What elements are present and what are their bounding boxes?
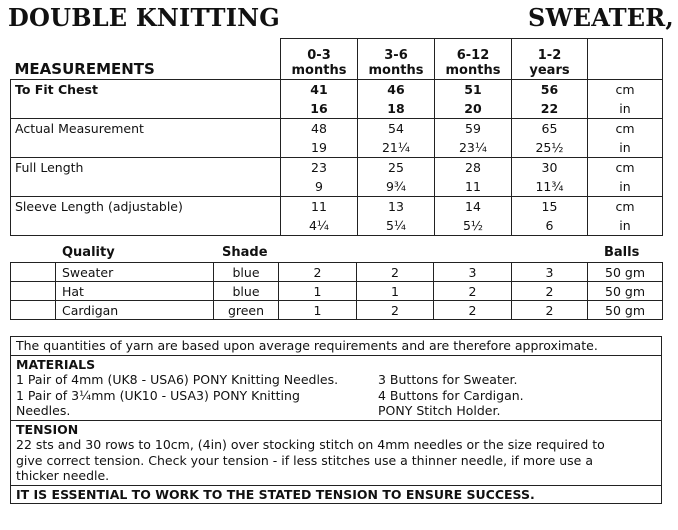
cell-value: 5½: [462, 217, 484, 233]
cell-value: 15: [541, 198, 558, 214]
materials-item: 3 Buttons for Sweater.: [378, 372, 518, 387]
ball-count: 2: [512, 282, 588, 301]
materials-item: 1 Pair of 3¼mm (UK10 - USA3) PONY Knitting: [16, 387, 300, 403]
ball-count: 2: [279, 263, 357, 282]
cell-value: 51: [464, 81, 482, 97]
tension-title: TENSION: [16, 421, 79, 437]
shade-header: Shade: [222, 245, 268, 260]
table-row: [11, 196, 663, 235]
cell-value: 46: [387, 81, 405, 97]
yarn-shade: blue: [214, 282, 279, 301]
cell-value: 14: [465, 198, 481, 214]
row-label: To Fit Chest: [11, 79, 281, 118]
cell-value: 9: [315, 178, 323, 194]
cell-value: 16: [310, 100, 328, 116]
size-header-0: 0-3 months: [281, 39, 358, 80]
table-row: [11, 118, 663, 157]
materials-item: PONY Stitch Holder.: [378, 403, 501, 418]
cell-value: 28: [465, 159, 481, 175]
table-row: [11, 263, 663, 282]
cell-value: 54: [388, 120, 404, 136]
measurements-table: [10, 38, 663, 236]
cell-value: 41: [310, 81, 328, 97]
ball-count: 2: [357, 263, 434, 282]
ball-count: 2: [434, 301, 512, 320]
notes-box: [10, 336, 662, 504]
table-row: [11, 157, 663, 196]
ball-count: 3: [512, 263, 588, 282]
tension-text: give correct tension. Check your tension - if less stitches use a thinner needle, if more use a: [16, 452, 594, 468]
yarn-item-name: Cardigan: [56, 301, 214, 320]
ball-count: 3: [434, 263, 512, 282]
row-label: Full Length: [11, 157, 281, 196]
cell-value: 6: [545, 217, 554, 233]
cell-value: 48: [311, 120, 327, 136]
cell-value: 25: [388, 159, 404, 175]
cell-value: 22: [540, 100, 559, 116]
cell-value: 59: [465, 120, 481, 136]
materials-item: 1 Pair of 4mm (UK8 - USA6) PONY Knitting Needles.: [16, 372, 339, 387]
cell-value: 13: [388, 198, 404, 214]
cell-value: 20: [464, 100, 482, 116]
cell-value: 9¾: [385, 178, 407, 194]
unit-cm: cm: [615, 198, 635, 214]
cell-value: 23: [311, 159, 327, 175]
table-row: [11, 79, 663, 118]
ball-weight: 50 gm: [588, 263, 663, 282]
unit-cm: cm: [615, 120, 635, 136]
materials-item: 4 Buttons for Cardigan.: [378, 387, 524, 403]
cell-value: 25½: [535, 139, 564, 155]
ball-count: 2: [357, 301, 434, 320]
unit-in: in: [619, 217, 631, 233]
page-title: DOUBLE KNITTING: [8, 3, 281, 32]
cell-value: 11: [465, 178, 481, 194]
yarn-table: [10, 262, 663, 320]
table-row: [11, 282, 663, 301]
tension-section: [11, 421, 661, 486]
ball-weight: 50 gm: [588, 301, 663, 320]
size-header-2: 6-12 months: [435, 39, 512, 80]
cell-value: 18: [387, 100, 405, 116]
yarn-shade: green: [214, 301, 279, 320]
cell-value: 11¾: [535, 178, 564, 194]
cell-value: 19: [311, 139, 327, 155]
unit-in: in: [619, 139, 631, 155]
size-header-1: 3-6 months: [358, 39, 435, 80]
balls-header: Balls: [604, 245, 640, 260]
measurements-title: MEASUREMENTS: [11, 39, 281, 80]
quality-header: Quality: [62, 245, 115, 260]
quantities-note: The quantities of yarn are based upon average requirements and are therefore approximate.: [11, 337, 661, 356]
materials-section: [11, 356, 661, 421]
ball-count: 2: [434, 282, 512, 301]
cell-value: 11: [311, 198, 327, 214]
unit-header: [588, 39, 663, 80]
essential-note: IT IS ESSENTIAL TO WORK TO THE STATED TENSION TO ENSURE SUCCESS.: [16, 486, 535, 502]
materials-item: Needles.: [16, 403, 71, 418]
ball-count: 2: [512, 301, 588, 320]
size-header-3: 1-2 years: [512, 39, 588, 80]
unit-cm: cm: [615, 81, 635, 97]
yarn-header: [0, 245, 678, 261]
row-label: Sleeve Length (adjustable): [11, 196, 281, 235]
cell-value: 21¼: [381, 139, 411, 155]
ball-count: 1: [279, 301, 357, 320]
yarn-item-name: Hat: [56, 282, 214, 301]
yarn-shade: blue: [214, 263, 279, 282]
ball-count: 1: [279, 282, 357, 301]
row-label: Actual Measurement: [11, 118, 281, 157]
unit-in: in: [619, 100, 631, 116]
cell-value: 30: [541, 159, 558, 175]
unit-cm: cm: [615, 159, 635, 175]
cell-value: 23¼: [458, 139, 488, 155]
cell-value: 56: [540, 81, 559, 97]
garment-title: SWEATER,: [528, 3, 674, 32]
tension-text: thicker needle.: [16, 468, 110, 483]
ball-weight: 50 gm: [588, 282, 663, 301]
materials-title: MATERIALS: [16, 356, 96, 372]
cell-value: 5¼: [385, 217, 407, 233]
ball-count: 1: [357, 282, 434, 301]
cell-value: 65: [541, 120, 558, 136]
table-row: [11, 301, 663, 320]
yarn-item-name: Sweater: [56, 263, 214, 282]
unit-in: in: [619, 178, 631, 194]
tension-text: 22 sts and 30 rows to 10cm, (4in) over stocking stitch on 4mm needles or the size required to: [16, 437, 605, 452]
cell-value: 4¼: [308, 217, 330, 233]
